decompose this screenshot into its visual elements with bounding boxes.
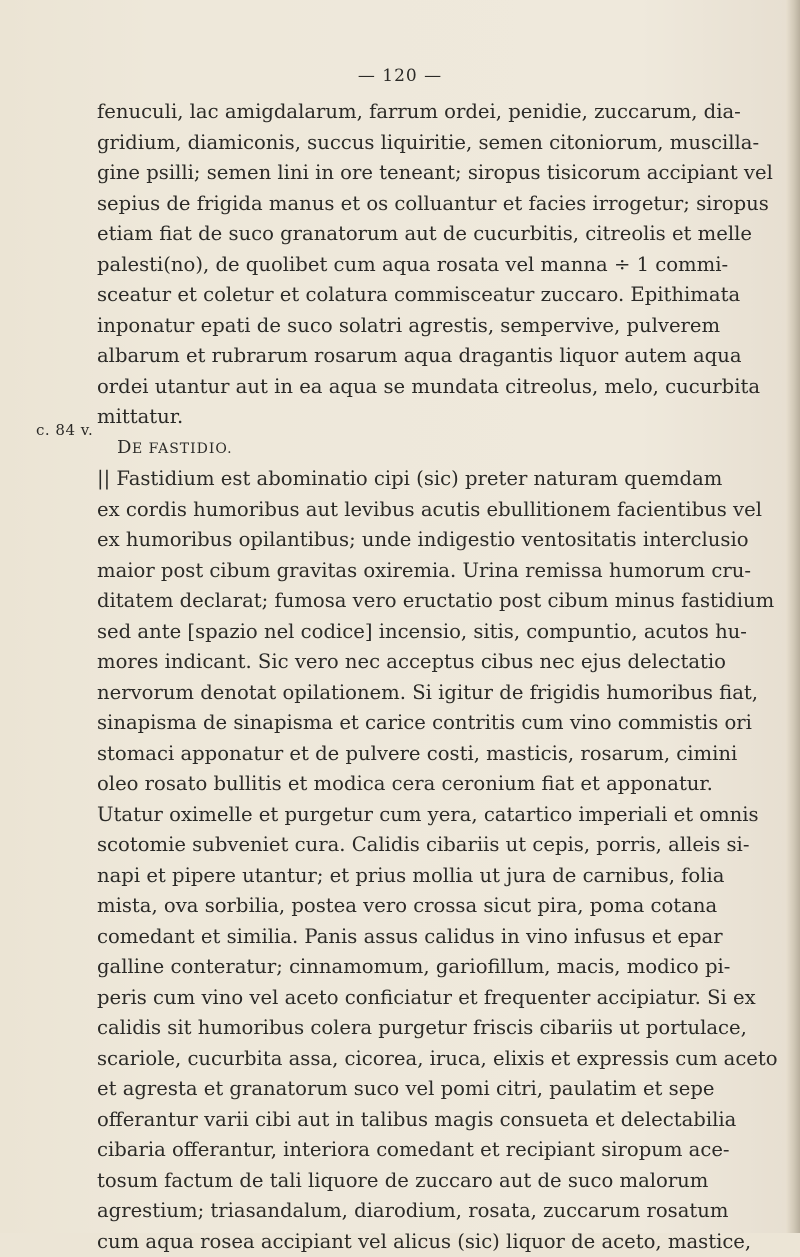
text-line: offerantur varii cibi aut in talibus magis consueta et delectabilia xyxy=(97,1105,697,1136)
text-line: sceatur et coletur et colatura commisceatur zuccaro. Epithimata xyxy=(97,280,697,311)
text-line: ex humoribus opilantibus; unde indigestio ventositatis interclusio xyxy=(97,525,697,556)
text-line: mores indicant. Sic vero nec acceptus cibus nec ejus delectatio xyxy=(97,647,697,678)
text-line: tosum factum de tali liquore de zuccaro aut de suco malorum xyxy=(97,1166,697,1197)
text-line: palesti(no), de quolibet cum aqua rosata vel manna ÷ 1 commi- xyxy=(97,250,697,281)
text-line: galline conteratur; cinnamomum, gariofillum, macis, modico pi- xyxy=(97,952,697,983)
text-line: sed ante [spazio nel codice] incensio, sitis, compuntio, acutos hu- xyxy=(97,617,697,648)
text-line: et agresta et granatorum suco vel pomi citri, paulatim et sepe xyxy=(97,1074,697,1105)
text-line: fenuculi, lac amigdalarum, farrum ordei, penidie, zuccarum, dia- xyxy=(97,97,697,128)
text-line: oleo rosato bullitis et modica cera ceronium fiat et apponatur. xyxy=(97,769,697,800)
text-line: scariole, cucurbita assa, cicorea, iruca, elixis et expressis cum aceto xyxy=(97,1044,697,1075)
page-number: — 120 — xyxy=(0,66,800,86)
text-line: peris cum vino vel aceto conficiatur et frequenter accipiatur. Si ex xyxy=(97,983,697,1014)
text-line: comedant et similia. Panis assus calidus in vino infusus et epar xyxy=(97,922,697,953)
text-line: Utatur oximelle et purgetur cum yera, catartico imperiali et omnis xyxy=(97,800,697,831)
text-line: ditatem declarat; fumosa vero eructatio post cibum minus fastidium xyxy=(97,586,697,617)
text-line: inponatur epati de suco solatri agrestis, sempervive, pulverem xyxy=(97,311,697,342)
paragraph-after xyxy=(97,464,697,1257)
heading-initial: D xyxy=(117,437,132,458)
text-line: scotomie subveniet cura. Calidis cibariis ut cepis, porris, alleis si- xyxy=(97,830,697,861)
body-text xyxy=(97,97,697,1257)
text-line: sinapisma de sinapisma et carice contritis cum vino commistis ori xyxy=(97,708,697,739)
text-line: napi et pipere utantur; et prius mollia ut jura de carnibus, folia xyxy=(97,861,697,892)
text-line: gridium, diamiconis, succus liquiritie, semen citoniorum, muscilla- xyxy=(97,128,697,159)
text-line: cum aqua rosea accipiant vel alicus (sic) liquor de aceto, mastice, xyxy=(97,1227,697,1257)
text-line: maior post cibum gravitas oxiremia. Urina remissa humorum cru- xyxy=(97,556,697,587)
text-line: ordei utantur aut in ea aqua se mundata citreolus, melo, cucurbita xyxy=(97,372,697,403)
text-line: mittatur. xyxy=(97,402,697,433)
heading-rest: E FASTIDIO. xyxy=(132,441,233,457)
text-line: cibaria offerantur, interiora comedant et recipiant siropum ace- xyxy=(97,1135,697,1166)
paragraph-before xyxy=(97,97,697,433)
page-edge xyxy=(786,0,800,1233)
text-line: ex cordis humoribus aut levibus acutis ebullitionem facientibus vel xyxy=(97,495,697,526)
text-line: agrestium; triasandalum, diarodium, rosata, zuccarum rosatum xyxy=(97,1196,697,1227)
text-line: albarum et rubrarum rosarum aqua dragantis liquor autem aqua xyxy=(97,341,697,372)
text-line: || Fastidium est abominatio cipi (sic) preter naturam quemdam xyxy=(97,464,697,495)
text-line: sepius de frigida manus et os colluantur et facies irrogetur; siropus xyxy=(97,189,697,220)
text-line: stomaci apponatur et de pulvere costi, masticis, rosarum, cimini xyxy=(97,739,697,770)
text-line: gine psilli; semen lini in ore teneant; siropus tisicorum accipiant vel xyxy=(97,158,697,189)
text-line: etiam fiat de suco granatorum aut de cucurbitis, citreolis et melle xyxy=(97,219,697,250)
text-line: calidis sit humoribus colera purgetur friscis cibariis ut portulace, xyxy=(97,1013,697,1044)
text-line: mista, ova sorbilia, postea vero crossa sicut pira, poma cotana xyxy=(97,891,697,922)
section-heading xyxy=(97,433,697,465)
margin-note: c. 84 v. xyxy=(36,421,93,439)
text-line: nervorum denotat opilationem. Si igitur de frigidis humoribus fiat, xyxy=(97,678,697,709)
